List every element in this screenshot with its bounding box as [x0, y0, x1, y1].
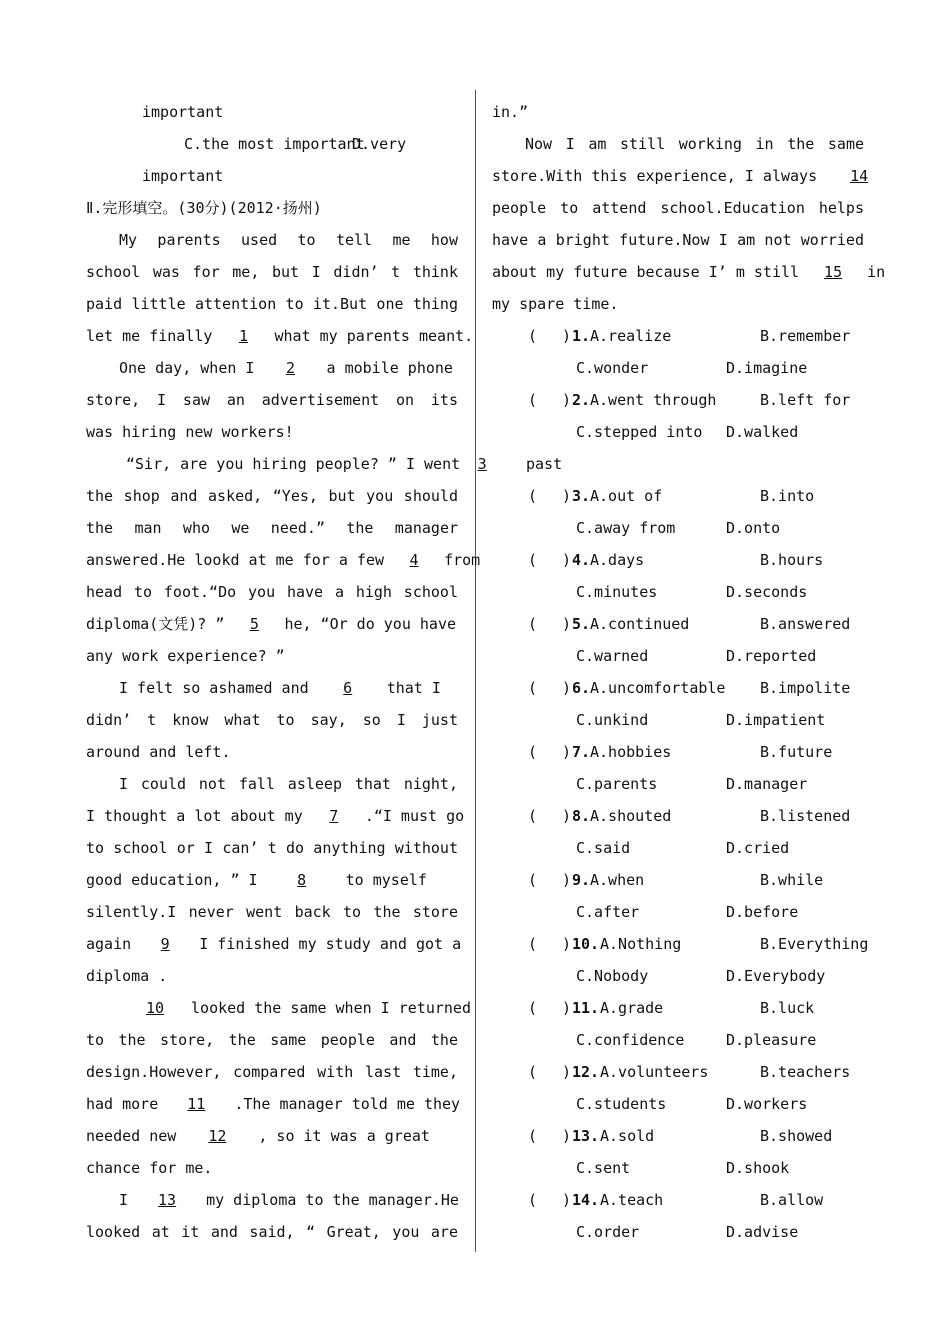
option-c: C.warned [576, 647, 649, 665]
paragraph-4 [86, 672, 458, 768]
option-d: D.impatient [726, 711, 826, 729]
option-b: B.luck [760, 999, 815, 1017]
question-row [492, 1216, 864, 1248]
text: I [119, 1191, 129, 1209]
text-line [492, 160, 869, 192]
option-d: D.onto [726, 519, 781, 537]
option-c: C.stepped into [576, 423, 703, 441]
option-b: B.while [760, 871, 824, 889]
answer-paren-open: ( [528, 871, 538, 889]
question-row [492, 512, 864, 544]
text: he, “Or do you have [284, 615, 457, 633]
paragraph-1 [86, 224, 474, 352]
text: what my parents meant. [274, 327, 474, 345]
text-line: paid little attention to it.But one thing [86, 295, 458, 313]
text: I felt so ashamed and [119, 679, 309, 697]
option-b: B.hours [760, 551, 824, 569]
text: One day, when I [119, 359, 255, 377]
answer-paren-open: ( [528, 935, 538, 953]
text: I finished my study and got a [199, 935, 462, 953]
left-column [86, 96, 487, 1248]
option-c: C.wonder [576, 359, 649, 377]
answer-paren-close: ) [562, 615, 572, 633]
option-d: D.pleasure [726, 1031, 817, 1049]
option-a: A.went through [590, 391, 717, 409]
text: again [86, 935, 132, 953]
text-line: didn’ t know what to say, so I just [86, 711, 458, 729]
option-a: A.continued [590, 615, 690, 633]
text: about my future because I’ m still [492, 263, 800, 281]
option-b: B.into [760, 487, 815, 505]
blank-8: 8 [297, 871, 307, 889]
question-number: 6. [572, 679, 591, 697]
text-line [86, 608, 458, 640]
option-b: B.allow [760, 1191, 824, 1209]
text-line [86, 1088, 461, 1120]
text-line [492, 256, 886, 288]
option-c: C.students [576, 1095, 667, 1113]
previous-question-options [86, 128, 458, 160]
answer-paren-close: ) [562, 1063, 572, 1081]
answer-paren-open: ( [528, 551, 538, 569]
option-b: B.answered [760, 615, 851, 633]
question-number: 11. [572, 999, 600, 1017]
option-a: A.days [590, 551, 645, 569]
text-line: head to foot.“Do you have a high school [86, 583, 458, 601]
answer-paren-close: ) [562, 999, 572, 1017]
question-number: 12. [572, 1063, 600, 1081]
blank-7: 7 [329, 807, 339, 825]
question-row [492, 320, 864, 352]
blank-3: 3 [477, 455, 487, 473]
paragraph-7 [86, 1184, 458, 1248]
option-c: C.confidence [576, 1031, 685, 1049]
option-a: A.when [590, 871, 645, 889]
text: I thought a lot about my [86, 807, 303, 825]
option-c: C.away from [576, 519, 676, 537]
answer-paren-open: ( [528, 391, 538, 409]
text: “Sir, are you hiring people? ” I went [126, 455, 461, 473]
blank-15: 15 [824, 263, 843, 281]
text-line [86, 800, 465, 832]
text-line: have a bright future.Now I am not worried [492, 231, 864, 249]
question-row [492, 416, 864, 448]
text-line: to the store, the same people and the [86, 1031, 458, 1049]
text-line: design.However, compared with last time, [86, 1063, 458, 1081]
option-d: D.imagine [726, 359, 808, 377]
paragraph-3 [86, 448, 487, 672]
answer-paren-open: ( [528, 807, 538, 825]
option-a: A.realize [590, 327, 672, 345]
option-b: B.impolite [760, 679, 851, 697]
text-line [86, 352, 458, 384]
option-c: C.Nobody [576, 967, 649, 985]
text-line: silently.I never went back to the store [86, 903, 458, 921]
text: good education, ” I [86, 871, 258, 889]
text-line [86, 320, 474, 352]
text: store.With this experience, I always [492, 167, 818, 185]
option-b: B.left for [760, 391, 851, 409]
text-line: store, I saw an advertisement on its [86, 391, 458, 409]
text: .“I must go [364, 807, 465, 825]
text-line: my spare time. [492, 295, 619, 313]
text-line [86, 864, 458, 896]
option-d: D.workers [726, 1095, 808, 1113]
option-a: A.hobbies [590, 743, 672, 761]
question-list [492, 320, 869, 1248]
option-c: C.order [576, 1223, 640, 1241]
blank-14: 14 [850, 167, 869, 185]
text: in [867, 263, 886, 281]
text-line [86, 1120, 458, 1152]
answer-paren-close: ) [562, 391, 572, 409]
question-row [492, 992, 864, 1024]
text-line [86, 1184, 458, 1216]
text-line: school was for me, but I didn’ t think [86, 263, 458, 281]
text: needed new [86, 1127, 177, 1145]
question-row [492, 1024, 864, 1056]
text: from [444, 551, 481, 569]
text: looked the same when I returned [191, 999, 471, 1017]
option-b: B.Everything [760, 935, 869, 953]
question-row [492, 960, 864, 992]
option-c: C.after [576, 903, 640, 921]
answer-paren-close: ) [562, 1191, 572, 1209]
option-a: A.uncomfortable [590, 679, 726, 697]
blank-2: 2 [285, 359, 296, 377]
text: that I [386, 679, 441, 697]
answer-paren-close: ) [562, 679, 572, 697]
text-line: people to attend school.Education helps [492, 199, 864, 217]
question-number: 4. [572, 551, 591, 569]
text-line: the man who we need.” the manager [86, 519, 458, 537]
option-b: B.remember [760, 327, 851, 345]
text-line: in.” [492, 103, 529, 121]
answer-paren-close: ) [562, 487, 572, 505]
paragraph-6 [86, 992, 471, 1184]
question-row [492, 608, 864, 640]
answer-paren-close: ) [562, 327, 572, 345]
text-line: diploma . [86, 967, 168, 985]
option-a: A.sold [600, 1127, 655, 1145]
answer-paren-open: ( [528, 743, 538, 761]
option-d: D.advise [726, 1223, 799, 1241]
question-row [492, 672, 864, 704]
option-a: A.teach [600, 1191, 664, 1209]
option-continuation: important [142, 103, 224, 121]
question-number: 7. [572, 743, 591, 761]
question-row [492, 736, 864, 768]
option-a: A.shouted [590, 807, 672, 825]
option-b: B.listened [760, 807, 851, 825]
blank-11: 11 [187, 1095, 206, 1113]
question-row [492, 352, 864, 384]
question-number: 13. [572, 1127, 600, 1145]
question-row [492, 1088, 864, 1120]
option-d: D.shook [726, 1159, 790, 1177]
text-line: the shop and asked, “Yes, but you should [86, 487, 458, 505]
option-d: D.seconds [726, 583, 808, 601]
blank-5: 5 [249, 615, 259, 633]
question-row [492, 1152, 864, 1184]
text-line: I could not fall asleep that night, [119, 775, 458, 793]
answer-paren-close: ) [562, 871, 572, 889]
text-line [86, 448, 487, 480]
option-c: C.unkind [576, 711, 649, 729]
answer-paren-close: ) [562, 743, 572, 761]
option-b: B.showed [760, 1127, 833, 1145]
question-row [492, 832, 864, 864]
answer-paren-close: ) [562, 807, 572, 825]
blank-4: 4 [409, 551, 419, 569]
answer-paren-open: ( [528, 487, 538, 505]
question-row [492, 1056, 864, 1088]
question-row [492, 480, 864, 512]
text-line: Now I am still working in the same [525, 135, 864, 153]
text: my diploma to the manager.He [206, 1191, 459, 1209]
option-a: A.volunteers [600, 1063, 709, 1081]
question-row [492, 640, 864, 672]
question-number: 8. [572, 807, 591, 825]
blank-12: 12 [208, 1127, 227, 1145]
text: diploma(文凭)? ” [86, 615, 225, 633]
answer-paren-open: ( [528, 615, 538, 633]
question-row [492, 384, 864, 416]
question-row [492, 1184, 864, 1216]
question-row [492, 864, 864, 896]
text-line [86, 672, 458, 704]
option-d: D.very [352, 135, 407, 153]
option-d: D.Everybody [726, 967, 826, 985]
question-row [492, 1120, 864, 1152]
option-d: D.cried [726, 839, 790, 857]
option-continuation: past [526, 455, 563, 473]
text-line [86, 992, 471, 1024]
option-c: C.minutes [576, 583, 658, 601]
text-line: was hiring new workers! [86, 423, 294, 441]
text-line [86, 544, 481, 576]
blank-1: 1 [238, 327, 248, 345]
text: let me finally [86, 327, 213, 345]
option-a: A.grade [600, 999, 664, 1017]
option-d: D.before [726, 903, 799, 921]
column-divider [475, 90, 476, 1252]
option-continuation: important [142, 167, 224, 185]
text: answered.He lookd at me for a few [86, 551, 385, 569]
answer-paren-open: ( [528, 1063, 538, 1081]
answer-paren-open: ( [528, 999, 538, 1017]
option-b: B.future [760, 743, 833, 761]
option-c: C.parents [576, 775, 658, 793]
text-line: around and left. [86, 743, 231, 761]
option-d: D.walked [726, 423, 799, 441]
text-line: looked at it and said, “ Great, you are [86, 1223, 458, 1241]
answer-paren-close: ) [562, 935, 572, 953]
question-row [492, 544, 864, 576]
text-line: chance for me. [86, 1159, 213, 1177]
question-number: 1. [572, 327, 591, 345]
answer-paren-close: ) [562, 1127, 572, 1145]
option-a: A.Nothing [600, 935, 682, 953]
option-a: A.out of [590, 487, 663, 505]
question-row [492, 768, 864, 800]
question-row [492, 704, 864, 736]
question-row [492, 448, 864, 480]
question-row [492, 928, 869, 960]
blank-10: 10 [145, 999, 165, 1017]
blank-6: 6 [343, 679, 353, 697]
question-number: 9. [572, 871, 591, 889]
question-row [492, 896, 864, 928]
answer-paren-open: ( [528, 327, 538, 345]
answer-paren-open: ( [528, 1191, 538, 1209]
option-c: C.the most important [184, 135, 365, 153]
option-c: C.said [576, 839, 631, 857]
question-number: 5. [572, 615, 591, 633]
paragraph-2 [86, 352, 458, 448]
text: to myself [345, 871, 427, 889]
section-heading: Ⅱ.完形填空。(30分)(2012·扬州) [86, 199, 322, 217]
answer-paren-close: ) [562, 551, 572, 569]
question-row [492, 576, 864, 608]
question-number: 2. [572, 391, 591, 409]
blank-9: 9 [160, 935, 170, 953]
text: had more [86, 1095, 159, 1113]
text-line: My parents used to tell me how [119, 231, 458, 249]
option-d: D.manager [726, 775, 808, 793]
text-line: any work experience? ” [86, 647, 285, 665]
option-b: B.teachers [760, 1063, 851, 1081]
text: , so it was a great [258, 1127, 430, 1145]
text: a mobile phone [326, 359, 453, 377]
text: .The manager told me they [234, 1095, 461, 1113]
question-number: 14. [572, 1191, 600, 1209]
paragraph-5 [86, 768, 465, 992]
question-number: 3. [572, 487, 591, 505]
text-line [86, 928, 462, 960]
answer-paren-open: ( [528, 679, 538, 697]
text-line: to school or I can’ t do anything without [86, 839, 458, 857]
option-c: C.sent [576, 1159, 631, 1177]
blank-13: 13 [158, 1191, 177, 1209]
option-d: D.reported [726, 647, 817, 665]
answer-paren-open: ( [528, 1127, 538, 1145]
question-number: 10. [572, 935, 600, 953]
right-column [492, 96, 886, 1248]
question-row [492, 800, 864, 832]
